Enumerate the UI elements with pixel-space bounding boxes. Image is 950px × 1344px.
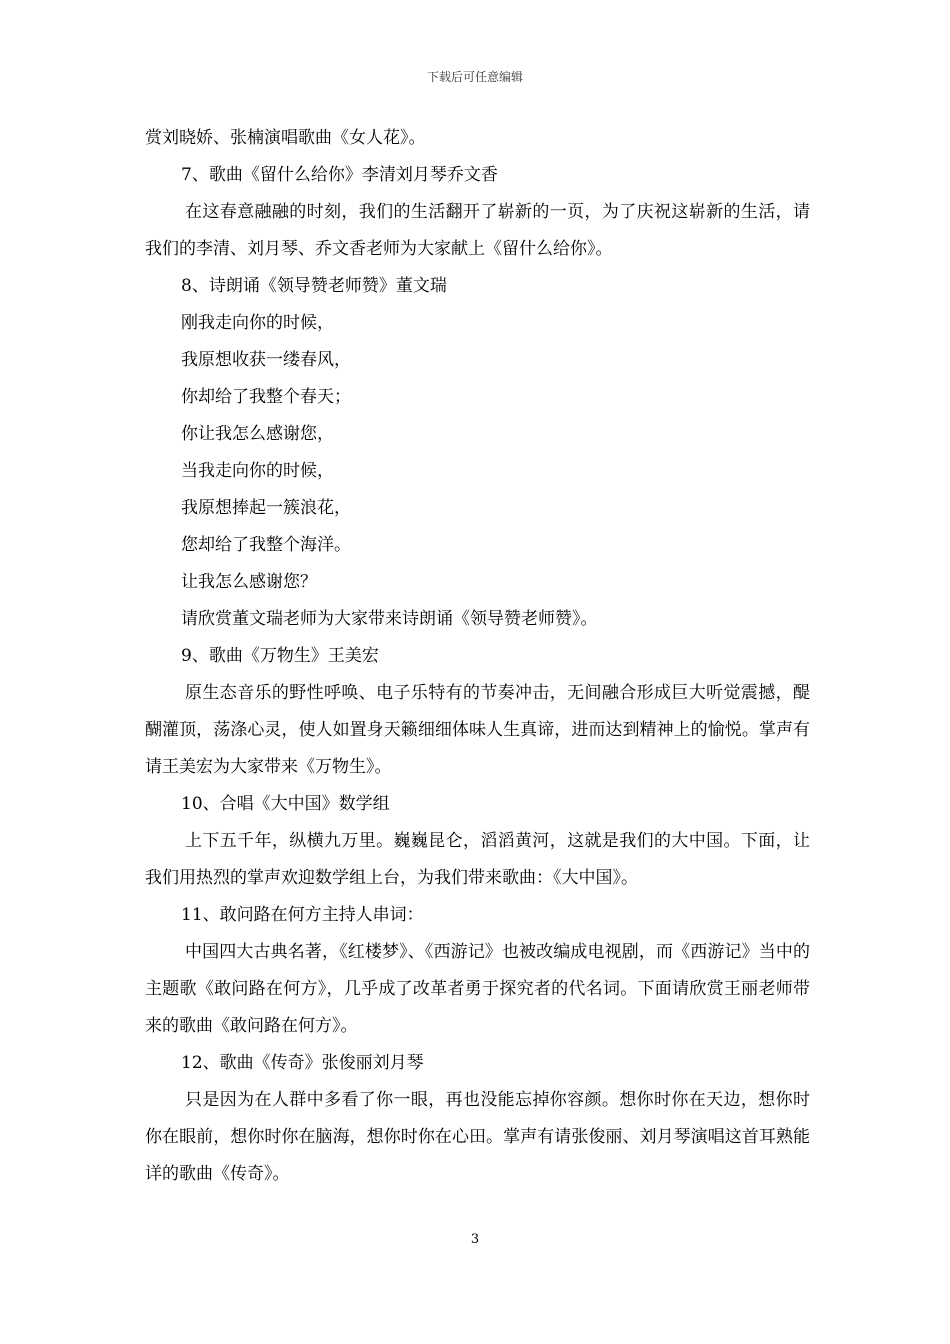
page-header: 下载后可任意编辑	[426, 70, 523, 84]
poem-line: 我原想捧起一簇浪花，	[181, 498, 351, 518]
poem-line: 当我走向你的时候，	[181, 461, 334, 481]
poem-line: 我原想收获一缕春风，	[181, 350, 351, 370]
poem-line: 你却给了我整个春天；	[181, 387, 351, 407]
paragraph: 在这春意融融的时刻，我们的生活翻开了崭新的一页，为了庆祝这崭新的生活，请我们的李清、刘月琴、乔文香老师为大家献上《留什么给你》。	[145, 202, 810, 259]
poem-line: 刚我走向你的时候，	[181, 313, 334, 333]
section-heading: 9、歌曲《万物生》王美宏	[181, 646, 379, 666]
poem-line: 您却给了我整个海洋。	[181, 535, 351, 555]
page-number: 3	[470, 1232, 480, 1247]
paragraph: 请欣赏董文瑞老师为大家带来诗朗诵《领导赞老师赞》。	[181, 609, 598, 629]
section-heading: 12、歌曲《传奇》张俊丽刘月琴	[181, 1053, 424, 1073]
section-heading: 7、歌曲《留什么给你》李清刘月琴乔文香	[181, 165, 498, 185]
paragraph: 赏刘晓娇、张楠演唱歌曲《女人花》。	[145, 128, 426, 148]
paragraph: 上下五千年，纵横九万里。巍巍昆仑，滔滔黄河，这就是我们的大中国。下面，让我们用热烈的掌声欢迎数学组上台，为我们带来歌曲：《大中国》。	[145, 831, 810, 888]
paragraph: 中国四大古典名著，《红楼梦》、《西游记》也被改编成电视剧，而《西游记》当中的主题歌《敢问路在何方》，几乎成了改革者勇于探究者的代名词。下面请欣赏王丽老师带来的歌曲《敢问路在何方》。	[145, 942, 810, 1036]
document-body	[145, 120, 810, 1193]
paragraph: 原生态音乐的野性呼唤、电子乐特有的节奏冲击，无间融合形成巨大听觉震撼，醍醐灌顶，荡涤心灵，使人如置身天籁细细体味人生真谛，进而达到精神上的愉悦。掌声有请王美宏为大家带来《万物生》。	[145, 683, 810, 777]
section-heading: 8、诗朗诵《领导赞老师赞》董文瑞	[181, 276, 447, 296]
poem-line: 你让我怎么感谢您，	[181, 424, 334, 444]
poem-line: 让我怎么感谢您？	[181, 572, 317, 592]
section-heading: 10、合唱《大中国》数学组	[181, 794, 390, 814]
section-heading: 11、敢问路在何方主持人串词：	[181, 905, 424, 925]
paragraph: 只是因为在人群中多看了你一眼，再也没能忘掉你容颜。想你时你在天边，想你时你在眼前，想你时你在脑海，想你时你在心田。掌声有请张俊丽、刘月琴演唱这首耳熟能详的歌曲《传奇》。	[145, 1090, 810, 1184]
